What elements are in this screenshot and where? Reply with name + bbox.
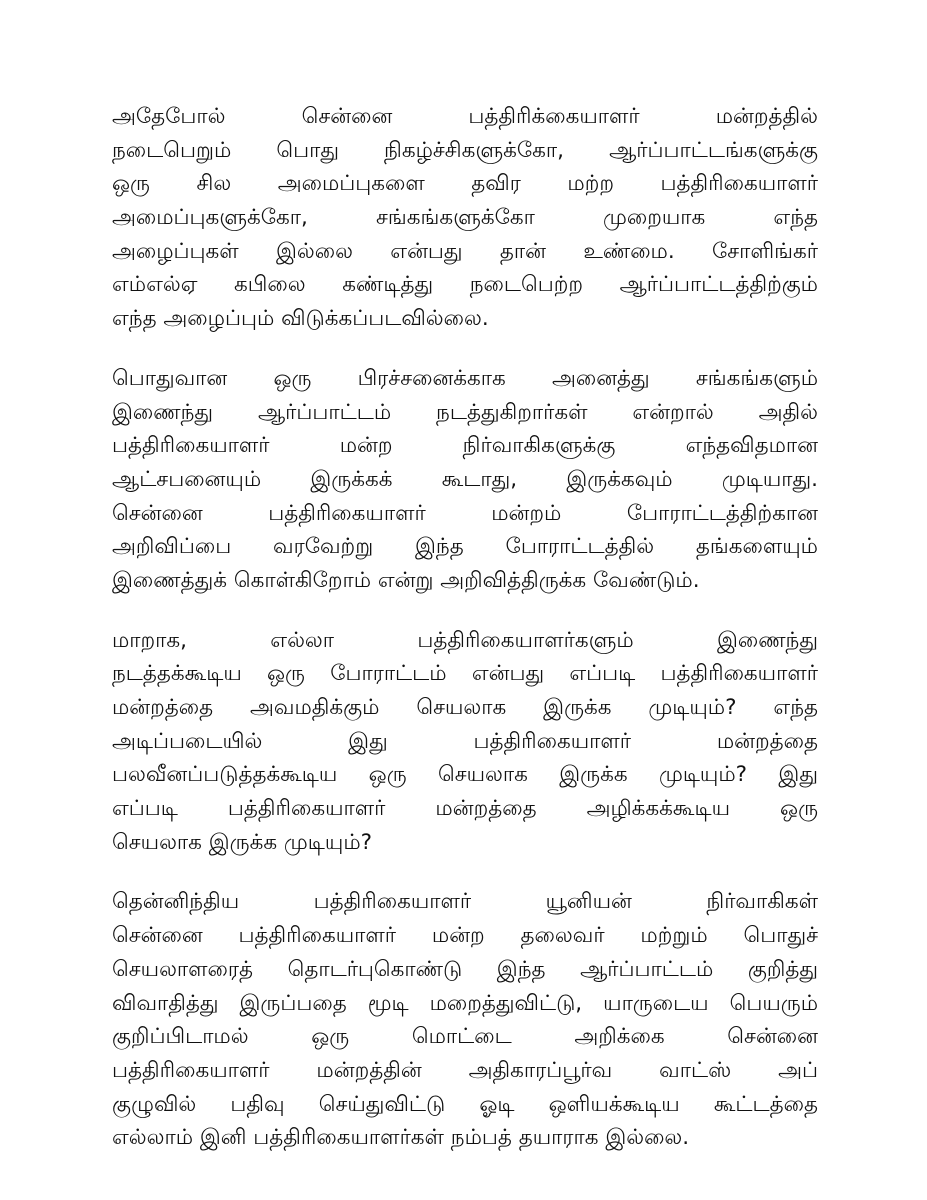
paragraph-line: குழுவில் பதிவு செய்துவிட்டு ஓடி ஒளியக்கூடிய கூட்டத்தை xyxy=(112,1091,818,1117)
paragraph-line: பத்திரிகையாளர் மன்ற நிர்வாகிகளுக்கு எந்தவிதமான xyxy=(112,433,818,459)
document-page xyxy=(112,100,818,1181)
paragraph-line: அடிப்படையில் இது பத்திரிகையாளர் மன்றத்தை xyxy=(112,728,818,754)
paragraph-line: அதேபோல் சென்னை பத்திரிக்கையாளர் மன்றத்தில் xyxy=(112,104,818,129)
paragraph-line: இணைந்து ஆர்ப்பாட்டம் நடத்துகிறார்கள் என்றால் அதில் xyxy=(112,399,818,425)
paragraph-line: எந்த அழைப்பும் விடுக்கப்படவில்லை. xyxy=(112,306,489,332)
paragraph-line: அமைப்புகளுக்கோ, சங்கங்களுக்கோ முறையாக எந்த xyxy=(112,205,818,231)
paragraph-4 xyxy=(112,885,818,1155)
paragraph-line: எம்எல்ஏ கபிலை கண்டித்து நடைபெற்ற ஆர்ப்பாட்டத்திற்கும் xyxy=(112,272,818,298)
paragraph-line: எல்லாம் இனி பத்திரிகையாளர்கள் நம்பத் தயாராக இல்லை. xyxy=(112,1125,690,1151)
paragraph-line: ஒரு சில அமைப்புகளை தவிர மற்ற பத்திரிகையாளர் xyxy=(112,171,818,197)
paragraph-line: மாறாக, எல்லா பத்திரிகையாளர்களும் இணைந்து xyxy=(112,627,818,653)
paragraph-line: பத்திரிகையாளர் மன்றத்தின் அதிகாரப்பூர்வ வாட்ஸ் அப் xyxy=(112,1057,818,1083)
paragraph-line: செயலாளரைத் தொடர்புகொண்டு இந்த ஆர்ப்பாட்டம் குறித்து xyxy=(112,956,818,982)
document-body xyxy=(112,100,818,1155)
paragraph-line: மன்றத்தை அவமதிக்கும் செயலாக இருக்க முடியும்? எந்த xyxy=(112,695,818,720)
paragraph-line: சென்னை பத்திரிகையாளர் மன்றம் போராட்டத்திற்கான xyxy=(112,500,818,526)
paragraph-line: இணைத்துக் கொள்கிறோம் என்று அறிவித்திருக்க வேண்டும். xyxy=(112,567,700,593)
paragraph-1 xyxy=(112,100,818,336)
paragraph-line: அறிவிப்பை வரவேற்று இந்த போராட்டத்தில் தங்களையும் xyxy=(112,534,818,560)
paragraph-line: பொதுவான ஒரு பிரச்சனைக்காக அனைத்து சங்கங்களும் xyxy=(112,365,818,391)
paragraph-line: குறிப்பிடாமல் ஒரு மொட்டை அறிக்கை சென்னை xyxy=(112,1024,818,1050)
paragraph-line: தென்னிந்திய பத்திரிகையாளர் யூனியன் நிர்வாகிகள் xyxy=(112,889,818,915)
paragraph-3 xyxy=(112,624,818,860)
paragraph-line: விவாதித்து இருப்பதை மூடி மறைத்துவிட்டு, யாருடைய பெயரும் xyxy=(112,990,818,1016)
paragraph-2 xyxy=(112,362,818,598)
paragraph-line: நடத்தக்கூடிய ஒரு போராட்டம் என்பது எப்படி பத்திரிகையாளர் xyxy=(112,661,818,687)
paragraph-line: பலவீனப்படுத்தக்கூடிய ஒரு செயலாக இருக்க முடியும்? இது xyxy=(112,762,818,788)
paragraph-line: நடைபெறும் பொது நிகழ்ச்சிகளுக்கோ, ஆர்ப்பாட்டங்களுக்கு xyxy=(112,137,818,163)
paragraph-line: செயலாக இருக்க முடியும்? xyxy=(112,829,373,855)
paragraph-line: எப்படி பத்திரிகையாளர் மன்றத்தை அழிக்கக்கூடிய ஒரு xyxy=(112,796,818,822)
paragraph-line: அழைப்புகள் இல்லை என்பது தான் உண்மை. சோளிங்கர் xyxy=(112,238,818,264)
paragraph-line: ஆட்சபனையும் இருக்கக் கூடாது, இருக்கவும் முடியாது. xyxy=(112,466,818,492)
paragraph-line: சென்னை பத்திரிகையாளர் மன்ற தலைவர் மற்றும் பொதுச் xyxy=(112,923,818,949)
